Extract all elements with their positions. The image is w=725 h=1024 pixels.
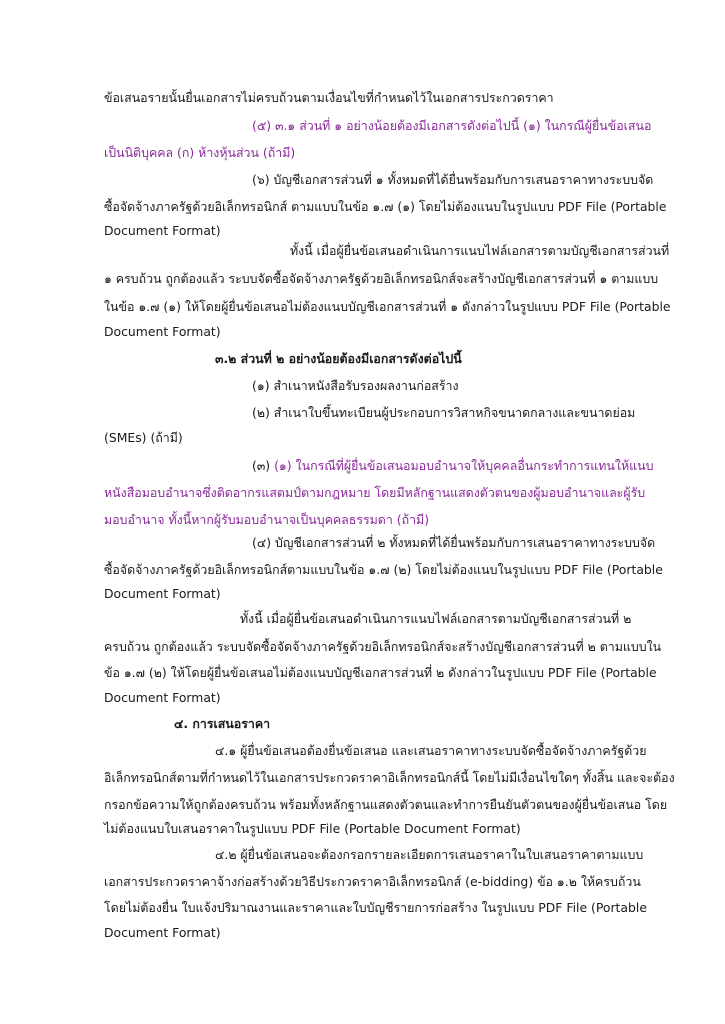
paragraph-line: ทั้งนี้ เมื่อผู้ยื่นข้อเสนอดำเนินการแนบไฟล์เอกสารตามบัญชีเอกสารส่วนที่ (290, 243, 670, 258)
paragraph-line: Document Format) (104, 925, 221, 940)
item-1: (๑) สำเนาหนังสือรับรองผลงานก่อสร้าง (252, 378, 459, 393)
paragraph-line: ซื้อจัดจ้างภาครัฐด้วยอิเล็กทรอนิกส์ ตามแบบในข้อ ๑.๗ (๑) โดยไม่ต้องแนบในรูปแบบ PDF File (Portable (104, 199, 667, 214)
paragraph-line: ๑ ครบถ้วน ถูกต้องแล้ว ระบบจัดซื้อจัดจ้างภาครัฐด้วยอิเล็กทรอนิกส์จะสร้างบัญชีเอกสารส่วนที่ ๑ ตามแบบ (104, 271, 659, 286)
item-6: (๖) บัญชีเอกสารส่วนที่ ๑ ทั้งหมดที่ได้ยื่นพร้อมกับการเสนอราคาทางระบบจัด (252, 172, 654, 187)
clause-4-1: ๔.๑ ผู้ยื่นข้อเสนอต้องยื่นข้อเสนอ และเสนอราคาทางระบบจัดซื้อจัดจ้างภาครัฐด้วย (215, 743, 647, 758)
item-3-number: (๓) (252, 458, 275, 473)
paragraph-line: Document Format) (104, 690, 221, 705)
section-4-heading: ๔. การเสนอราคา (174, 716, 271, 731)
paragraph-line: ทั้งนี้ เมื่อผู้ยื่นข้อเสนอดำเนินการแนบไฟล์เอกสารตามบัญชีเอกสารส่วนที่ ๒ (240, 611, 632, 626)
item-3 (252, 457, 653, 475)
paragraph-line: ข้อเสนอรายนั้นยื่นเอกสารไม่ครบถ้วนตามเงื่อนไขที่กำหนดไว้ในเอกสารประกวดราคา (104, 90, 554, 105)
paragraph-line: โดยไม่ต้องยื่น ใบแจ้งปริมาณงานและราคาและใบบัญชีรายการก่อสร้าง ในรูปแบบ PDF File (Portable (104, 900, 647, 915)
paragraph-line: ไม่ต้องแนบใบเสนอราคาในรูปแบบ PDF File (Portable Document Format) (104, 821, 521, 836)
item-4: (๔) บัญชีเอกสารส่วนที่ ๒ ทั้งหมดที่ได้ยื่นพร้อมกับการเสนอราคาทางระบบจัด (252, 535, 656, 550)
paragraph-line: ในข้อ ๑.๗ (๑) ให้โดยผู้ยื่นข้อเสนอไม่ต้องแนบบัญชีเอกสารส่วนที่ ๑ ดังกล่าวในรูปแบบ PDF File (Portable (104, 299, 671, 314)
section-3-2-heading: ๓.๒ ส่วนที่ ๒ อย่างน้อยต้องมีเอกสารดังต่อไปนี้ (215, 351, 462, 366)
paragraph-line: มอบอำนาจ ทั้งนี้หากผู้รับมอบอำนาจเป็นบุคคลธรรมดา (ถ้ามี) (104, 512, 430, 527)
clause-3-1-heading: (๕) ๓.๑ ส่วนที่ ๑ อย่างน้อยต้องมีเอกสารดังต่อไปนี้ (๑) ในกรณีผู้ยื่นข้อเสนอ (252, 118, 652, 133)
clause-4-2: ๔.๒ ผู้ยื่นข้อเสนอจะต้องกรอกรายละเอียดการเสนอราคาในใบเสนอราคาตามแบบ (215, 847, 644, 862)
paragraph-line: เป็นนิติบุคคล (ก) ห้างหุ้นส่วน (ถ้ามี) (104, 145, 296, 160)
paragraph-line: Document Format) (104, 324, 221, 339)
paragraph-line: ซื้อจัดจ้างภาครัฐด้วยอิเล็กทรอนิกส์ตามแบบในข้อ ๑.๗ (๒) โดยไม่ต้องแนบในรูปแบบ PDF File (Portable (104, 562, 663, 577)
paragraph-line: Document Format) (104, 586, 221, 601)
paragraph-line: หนังสือมอบอำนาจซึ่งติดอากรแสตมป์ตามกฎหมาย โดยมีหลักฐานแสดงตัวตนของผู้มอบอำนาจและผู้รับ (104, 485, 646, 500)
paragraph-line: ข้อ ๑.๗ (๒) ให้โดยผู้ยื่นข้อเสนอไม่ต้องแนบบัญชีเอกสารส่วนที่ ๒ ดังกล่าวในรูปแบบ PDF File (Portable (104, 665, 657, 680)
paragraph-line: กรอกข้อความให้ถูกต้องครบถ้วน พร้อมทั้งหลักฐานแสดงตัวตนและทำการยืนยันตัวตนของผู้ยื่นข้อเสนอ โดย (104, 797, 668, 812)
paragraph-line: ครบถ้วน ถูกต้องแล้ว ระบบจัดซื้อจัดจ้างภาครัฐด้วยอิเล็กทรอนิกส์จะสร้างบัญชีเอกสารส่วนที่ ๒ ตามแบบใน (104, 639, 662, 654)
paragraph-line: เอกสารประกวดราคาจ้างก่อสร้างด้วยวิธีประกวดราคาอิเล็กทรอนิกส์ (e-bidding) ข้อ ๑.๒ ให้ครบถ้วน (104, 874, 641, 889)
paragraph-line: Document Format) (104, 223, 221, 238)
item-2: (๒) สำเนาใบขึ้นทะเบียนผู้ประกอบการวิสาหกิจขนาดกลางและขนาดย่อม (252, 405, 636, 420)
paragraph-line: อิเล็กทรอนิกส์ตามที่กำหนดไว้ในเอกสารประกวดราคาอิเล็กทรอนิกส์นี้ โดยไม่มีเงื่อนไขใดๆ ทั้งสิ้น และจะต้อง (104, 770, 675, 785)
paragraph-line: (SMEs) (ถ้ามี) (104, 430, 183, 445)
item-3-text: (๑) ในกรณีที่ผู้ยื่นข้อเสนอมอบอำนาจให้บุคคลอื่นกระทำการแทนให้แนบ (274, 458, 654, 473)
